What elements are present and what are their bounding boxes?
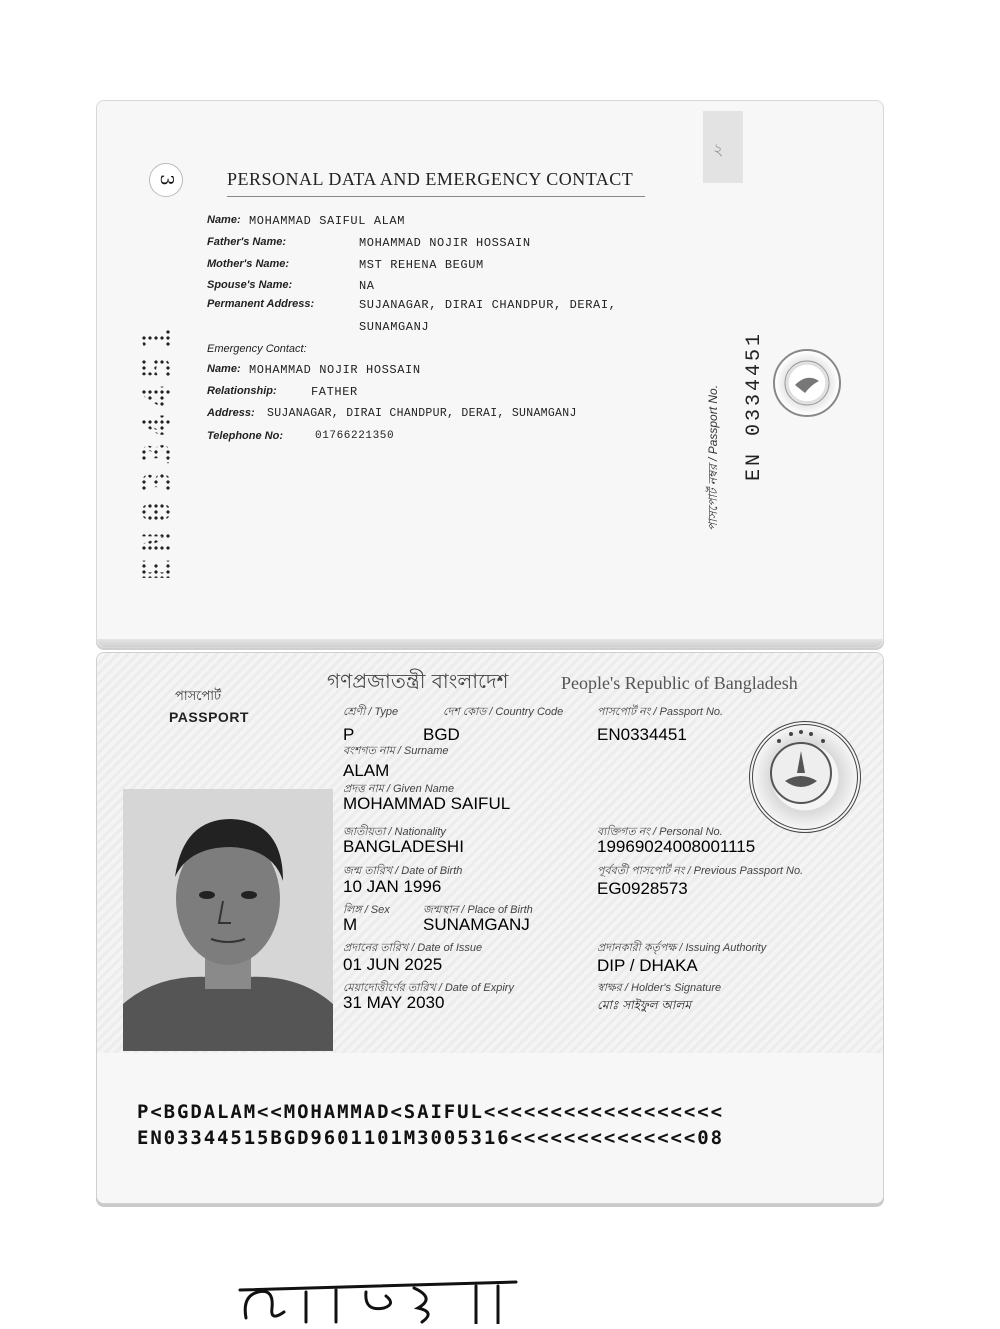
country-title-bangla: গণপ্রজাতন্ত্রী বাংলাদেশ bbox=[327, 669, 509, 693]
expiry-date-value: 31 MAY 2030 bbox=[343, 993, 445, 1012]
telephone-value: 01766221350 bbox=[315, 430, 395, 442]
vertical-passport-no-label: পাসপোর্ট নম্বর / Passport No. bbox=[706, 384, 720, 531]
previous-passport-label: পূর্ববর্তী পাসপোর্ট নং / Previous Passport No. bbox=[597, 865, 804, 877]
personal-data-page bbox=[96, 100, 884, 648]
passport-no-value: EN0334451 bbox=[597, 725, 687, 744]
corner-page-glyph: ২ bbox=[713, 140, 724, 159]
expiry-date-label: মেয়াদোত্তীর্ণের তারিখ / Date of Expiry bbox=[343, 982, 514, 994]
previous-passport-value: EG0928573 bbox=[597, 879, 688, 898]
holder-signature-label: স্বাক্ষর / Holder's Signature bbox=[597, 982, 722, 994]
permanent-address-line-1: SUJANAGAR, DIRAI CHANDPUR, DERAI, bbox=[359, 298, 617, 312]
mrz-line-1: P<BGDALAM<<MOHAMMAD<SAIFUL<<<<<<<<<<<<<<<<<< bbox=[137, 1101, 724, 1123]
relationship-value: FATHER bbox=[311, 385, 358, 399]
place-of-birth-label: জন্মস্থান / Place of Birth bbox=[423, 904, 533, 916]
given-name-label: প্রদত্ত নাম / Given Name bbox=[343, 783, 455, 795]
passport-badge-english: PASSPORT bbox=[169, 709, 249, 725]
passport-no-label: পাসপোর্ট নং / Passport No. bbox=[597, 706, 724, 718]
emergency-contact-heading: Emergency Contact: bbox=[207, 343, 307, 355]
permanent-address-label: Permanent Address: bbox=[207, 298, 315, 310]
handwritten-note bbox=[236, 1268, 526, 1324]
country-code-value: BGD bbox=[423, 725, 460, 744]
emergency-address-value: SUJANAGAR, DIRAI CHANDPUR, DERAI, SUNAMGANJ bbox=[267, 407, 577, 420]
dob-label: জন্ম তারিখ / Date of Birth bbox=[343, 865, 463, 877]
perforated-number-text: EN0334451 bbox=[135, 321, 179, 581]
heading-divider bbox=[227, 196, 645, 197]
mother-name-value: MST REHENA BEGUM bbox=[359, 258, 484, 272]
dob-value: 10 JAN 1996 bbox=[343, 877, 442, 896]
holder-signature: মোঃ সাইফুল আলম bbox=[597, 998, 692, 1012]
permanent-address-line-2: SUNAMGANJ bbox=[359, 320, 430, 334]
father-name-label: Father's Name: bbox=[207, 236, 287, 248]
issue-date-label: প্রদানের তারিখ / Date of Issue bbox=[343, 942, 483, 954]
personal-no-label: ব্যক্তিগত নং / Personal No. bbox=[597, 826, 723, 838]
surname-label: বংশগত নাম / Surname bbox=[343, 745, 449, 757]
place-of-birth-value: SUNAMGANJ bbox=[423, 915, 530, 934]
bird-seal-icon bbox=[773, 349, 841, 417]
emergency-address-label: Address: bbox=[207, 407, 255, 419]
country-title-english: People's Republic of Bangladesh bbox=[561, 673, 798, 693]
issuing-authority-label: প্রদানকারী কর্তৃপক্ষ / Issuing Authority bbox=[597, 942, 767, 954]
passport-data-page bbox=[96, 652, 884, 1204]
country-code-label: দেশ কোড / Country Code bbox=[443, 706, 564, 718]
page-heading: PERSONAL DATA AND EMERGENCY CONTACT bbox=[227, 169, 634, 189]
personal-no-value: 19969024008001115 bbox=[597, 837, 756, 856]
page-edge bbox=[97, 639, 883, 647]
father-name-value: MOHAMMAD NOJIR HOSSAIN bbox=[359, 236, 531, 250]
type-label: শ্রেণী / Type bbox=[343, 706, 399, 718]
type-value: P bbox=[343, 725, 355, 744]
national-emblem-seal-icon bbox=[749, 721, 861, 833]
sex-value: M bbox=[343, 915, 358, 934]
vertical-passport-number: EN 0334451 bbox=[743, 330, 766, 481]
emergency-name-value: MOHAMMAD NOJIR HOSSAIN bbox=[249, 363, 421, 377]
mrz-line-2: EN03344515BGD9601101M3005316<<<<<<<<<<<<<<08 bbox=[137, 1127, 724, 1149]
nationality-label: জাতীয়তা / Nationality bbox=[343, 826, 446, 838]
holder-photo bbox=[123, 789, 333, 1051]
spouse-name-value: NA bbox=[359, 279, 375, 293]
sex-label: লিঙ্গ / Sex bbox=[343, 904, 390, 916]
mother-name-label: Mother's Name: bbox=[207, 258, 290, 270]
perforated-passport-number bbox=[135, 211, 185, 581]
page-number: 3 bbox=[149, 163, 183, 197]
name-label: Name: bbox=[207, 214, 241, 226]
telephone-label: Telephone No: bbox=[207, 430, 283, 442]
given-name-value: MOHAMMAD SAIFUL bbox=[343, 794, 511, 813]
name-value: MOHAMMAD SAIFUL ALAM bbox=[249, 214, 406, 228]
spouse-name-label: Spouse's Name: bbox=[207, 279, 293, 291]
surname-value: ALAM bbox=[343, 761, 390, 780]
passport-badge-bangla: পাসপোর্ট bbox=[175, 688, 222, 703]
nationality-value: BANGLADESHI bbox=[343, 837, 464, 856]
relationship-label: Relationship: bbox=[207, 385, 277, 397]
issue-date-value: 01 JUN 2025 bbox=[343, 955, 443, 974]
emergency-name-label: Name: bbox=[207, 363, 241, 375]
issuing-authority-value: DIP / DHAKA bbox=[597, 956, 698, 975]
